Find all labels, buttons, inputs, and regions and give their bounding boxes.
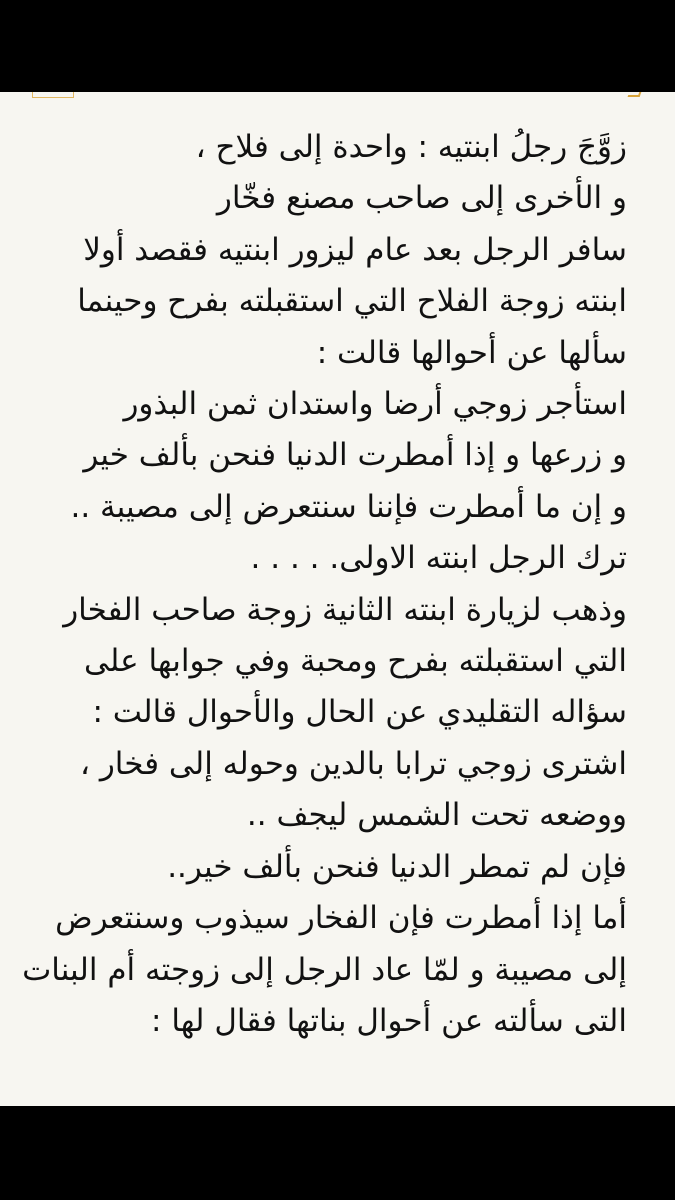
text-line: ووضعه تحت الشمس ليجف ..: [246, 797, 627, 834]
text-line: سؤاله التقليدي عن الحال والأحوال قالت :: [92, 694, 627, 731]
page-corner-mark: [628, 92, 643, 97]
text-line: التي استقبلته بفرح ومحبة وفي جوابها على: [84, 643, 627, 680]
text-line: ابنته زوجة الفلاح التي استقبلته بفرح وحينما: [77, 283, 627, 320]
text-line: إلى مصيبة و لمّا عاد الرجل إلى زوجته أم البنات: [22, 951, 627, 988]
page-corner-decoration: [32, 92, 74, 98]
text-line: وذهب لزيارة ابنته الثانية زوجة صاحب الفخار: [63, 591, 627, 628]
text-line: و زرعها و إذا أمطرت الدنيا فنحن بألف خير: [83, 437, 627, 474]
note-text-body: [22, 122, 627, 1047]
note-page: [0, 92, 675, 1106]
text-line: أما إذا أمطرت فإن الفخار سيذوب وسنتعرض: [55, 900, 627, 937]
text-line: استأجر زوجي أرضا واستدان ثمن البذور: [123, 386, 627, 423]
text-line: سألها عن أحوالها قالت :: [316, 334, 627, 371]
text-line: زوَّجَ رجلُ ابنتيه : واحدة إلى فلاح ،: [195, 129, 627, 165]
text-line: التى سألته عن أحوال بناتها فقال لها :: [151, 1002, 627, 1039]
text-line: سافر الرجل بعد عام ليزور ابنتيه فقصد أولا: [83, 231, 627, 268]
text-line: ترك الرجل ابنته الاولى. . . . .: [250, 540, 627, 577]
text-line: اشترى زوجي ترابا بالدين وحوله إلى فخار ،: [79, 745, 627, 782]
text-line: و إن ما أمطرت فإننا سنتعرض إلى مصيبة ..: [70, 488, 627, 525]
text-line: فإن لم تمطر الدنيا فنحن بألف خير..: [167, 848, 627, 885]
text-line: و الأخرى إلى صاحب مصنع فخّار: [216, 180, 627, 217]
